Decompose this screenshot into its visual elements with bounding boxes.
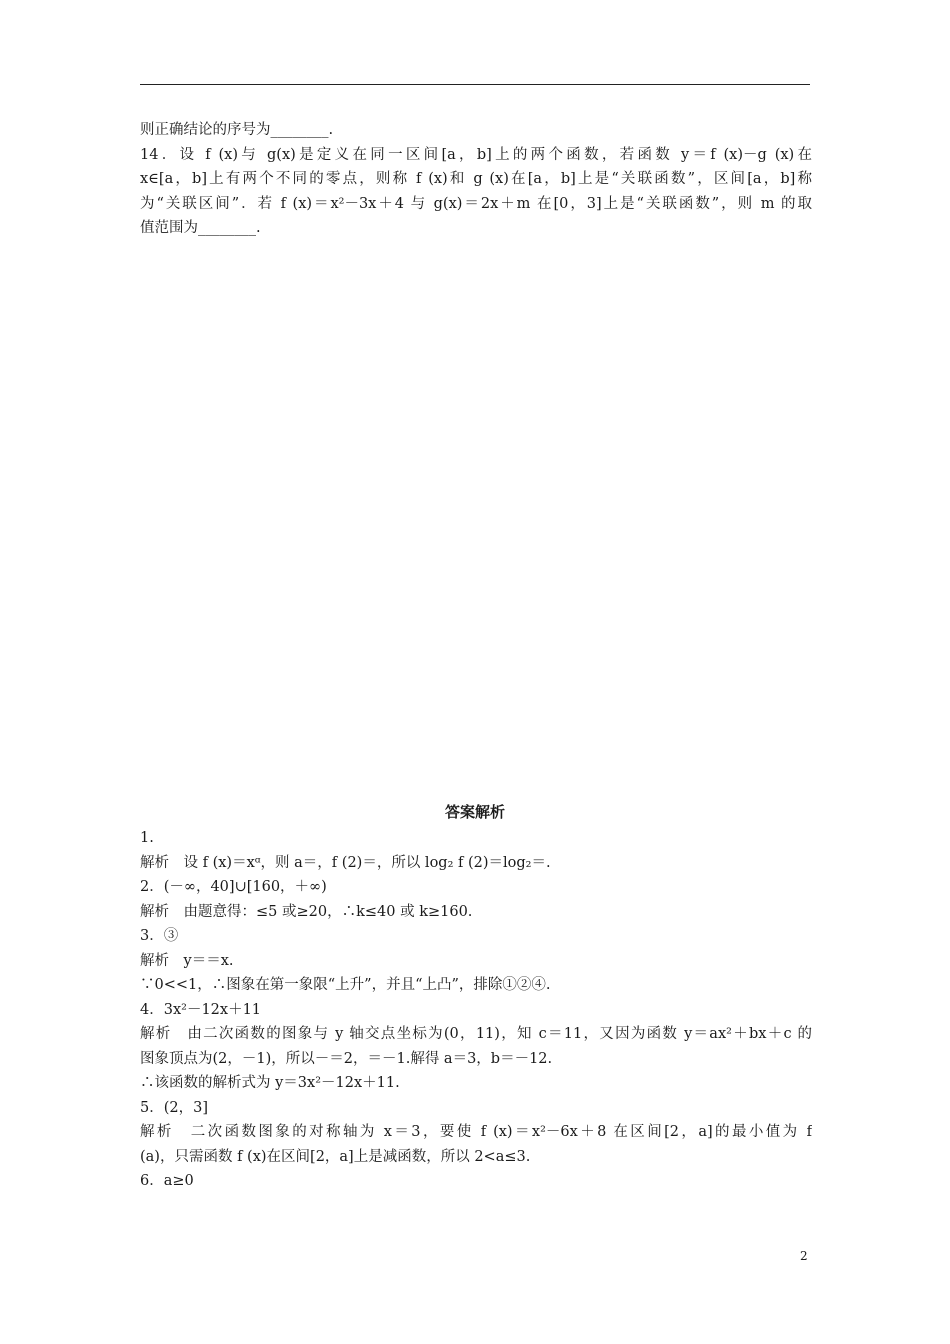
answer-line: 6．a≥0	[140, 1173, 194, 1189]
answer-line: 3．③	[140, 928, 179, 944]
answer-line: ∵0<<1，∴图象在第一象限“上升”，并且“上凸”，排除①②④.	[140, 977, 551, 993]
question-line: 为“关联区间”．若 f (x)＝x²－3x＋4 与 g(x)＝2x＋m 在[0，3]上是“关联函数”，则 m 的取	[140, 195, 812, 212]
answer-line: 解析 设 f (x)＝xᵅ，则 a＝，f (2)＝，所以 log₂ f (2)＝log₂＝.	[140, 854, 551, 871]
answer-line: (a)，只需函数 f (x)在区间[2，a]上是减函数，所以 2<a≤3.	[140, 1148, 531, 1165]
question-line: 则正确结论的序号为________.	[140, 122, 334, 138]
answer-line: ∴该函数的解析式为 y＝3x²－12x＋11.	[140, 1075, 400, 1091]
answer-line: 1.	[140, 830, 154, 846]
page-number: 2	[800, 1249, 808, 1263]
question-line: 值范围为________.	[140, 220, 261, 236]
answers-title: 答案解析	[444, 803, 505, 821]
answer-line: 解析 y＝＝x.	[140, 952, 234, 969]
question-block	[140, 118, 812, 241]
answer-line: 图象顶点为(2，－1)，所以－＝2，＝－1.解得 a＝3，b＝－12.	[140, 1050, 553, 1067]
header-rule	[140, 84, 810, 85]
answer-line: 解析 二次函数图象的对称轴为 x＝3，要使 f (x)＝x²－6x＋8 在区间[2，a]的最小值为 f	[140, 1124, 812, 1140]
answer-line: 5．(2，3]	[140, 1099, 208, 1116]
answer-line: 4．3x²－12x＋11	[140, 1001, 262, 1018]
question-line: x∈[a，b]上有两个不同的零点，则称 f (x)和 g (x)在[a，b]上是“关联函数”，区间[a，b]称	[140, 171, 812, 187]
answer-line: 2．(－∞，40]∪[160，＋∞)	[140, 879, 327, 895]
question-line: 14．设 f (x)与 g(x)是定义在同一区间[a，b]上的两个函数，若函数 y＝f (x)－g (x)在	[140, 146, 812, 163]
answer-line: 解析 由题意得：≤5 或≥20，∴k≤40 或 k≥160.	[140, 903, 473, 920]
answers-block	[140, 826, 812, 1194]
answer-line: 解析 由二次函数的图象与 y 轴交点坐标为(0，11)，知 c＝11，又因为函数 y＝ax²＋bx＋c 的	[140, 1026, 812, 1042]
